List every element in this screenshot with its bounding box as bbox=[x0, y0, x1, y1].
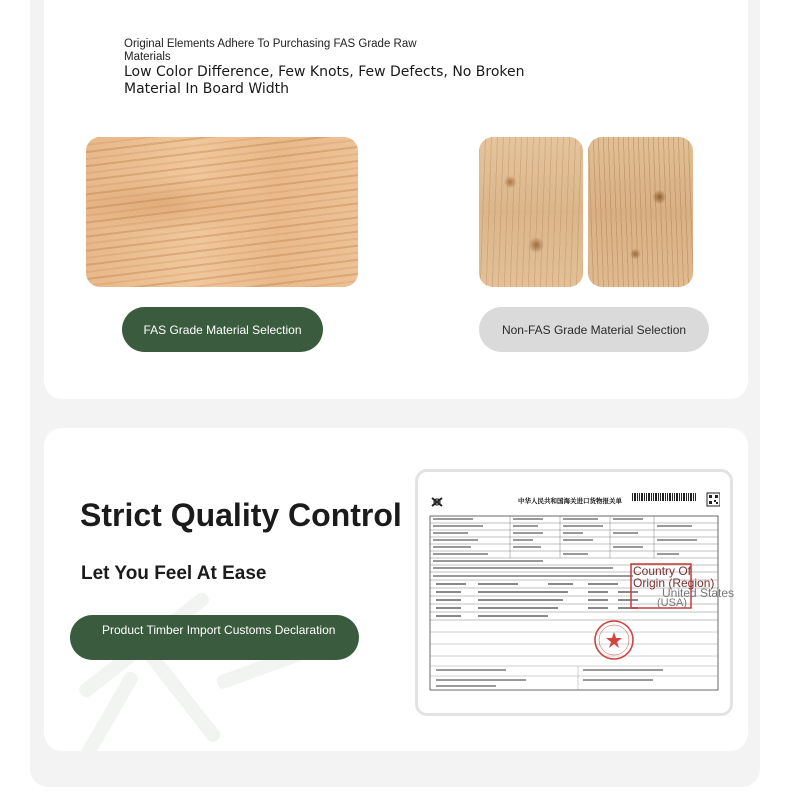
customs-declaration-button[interactable] bbox=[70, 615, 359, 660]
document-heading: 中华人民共和国海关进口货物报关单 bbox=[518, 497, 622, 505]
customs-declaration-button-label: Product Timber Import Customs Declaration bbox=[102, 623, 336, 637]
non-fas-wood-sample-image-1 bbox=[479, 137, 583, 287]
fas-grade-button[interactable] bbox=[122, 307, 323, 352]
non-fas-wood-sample-image-2 bbox=[588, 137, 693, 287]
barcode-icon bbox=[632, 493, 696, 501]
non-fas-grade-button[interactable] bbox=[479, 307, 709, 352]
country-of-origin-value: United States bbox=[662, 586, 735, 600]
fas-grade-button-label: FAS Grade Material Selection bbox=[143, 322, 302, 337]
country-of-origin-label: Country Of Origin (Region) bbox=[633, 564, 715, 590]
non-fas-grade-button-label: Non-FAS Grade Material Selection bbox=[501, 322, 687, 337]
fas-headline-big: Low Color Difference, Few Knots, Few Defects, No Broken Material In Board Width bbox=[124, 64, 525, 97]
customs-stamp-icon bbox=[595, 621, 633, 659]
qr-code-icon bbox=[707, 493, 720, 506]
fas-headline-small: Original Elements Adhere To Purchasing FAS Grade Raw Materials bbox=[124, 38, 417, 63]
fas-wood-sample-image bbox=[86, 137, 358, 287]
quality-control-title: Strict Quality Control bbox=[80, 497, 402, 533]
country-of-origin-abbr: (USA) bbox=[657, 597, 687, 609]
customs-logo-icon bbox=[432, 498, 442, 506]
quality-control-subtitle: Let You Feel At Ease bbox=[81, 563, 267, 584]
